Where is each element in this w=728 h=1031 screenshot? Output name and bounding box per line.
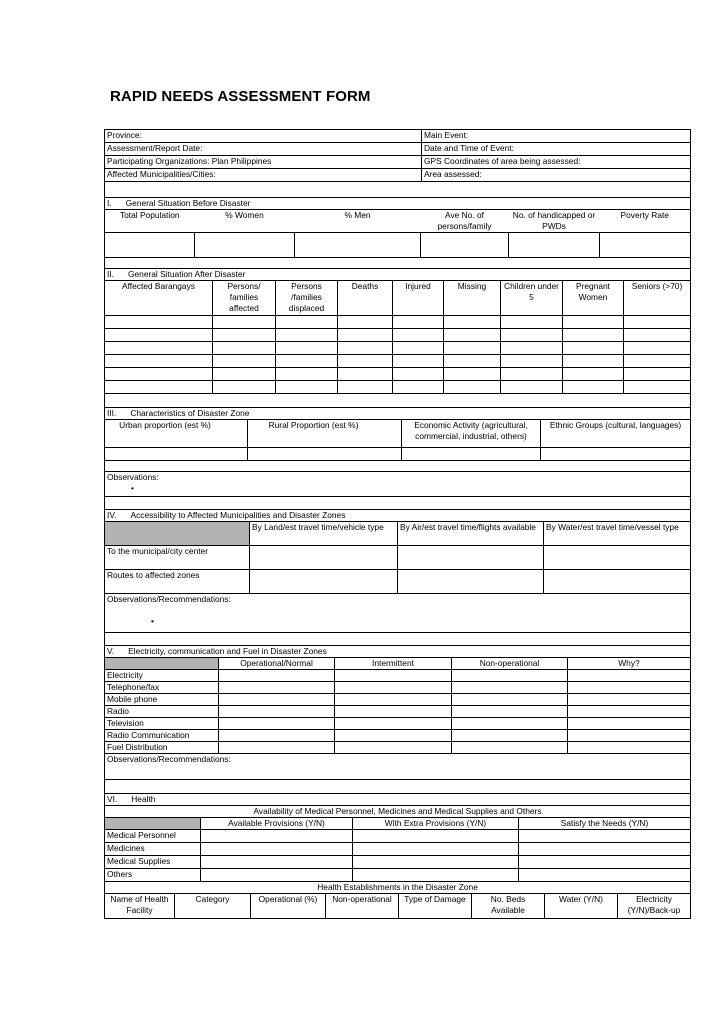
- cell[interactable]: [213, 329, 276, 342]
- col-extra-provisions: With Extra Provisions (Y/N): [353, 818, 519, 830]
- cell[interactable]: [248, 448, 402, 461]
- cell[interactable]: [201, 856, 353, 869]
- spacer-row: [105, 633, 691, 646]
- cell[interactable]: [544, 570, 691, 594]
- cell[interactable]: [276, 316, 338, 329]
- cell[interactable]: [563, 355, 624, 368]
- cell[interactable]: [444, 355, 501, 368]
- header-table: [104, 129, 691, 198]
- section-1-heading: I. General Situation Before Disaster: [105, 198, 691, 210]
- cell[interactable]: [624, 381, 691, 394]
- cell[interactable]: [338, 316, 393, 329]
- cell[interactable]: [452, 742, 568, 754]
- cell[interactable]: [276, 329, 338, 342]
- cell[interactable]: [568, 682, 691, 694]
- cell[interactable]: [393, 355, 444, 368]
- cell[interactable]: [452, 694, 568, 706]
- cell[interactable]: [624, 316, 691, 329]
- cell[interactable]: [568, 718, 691, 730]
- cell[interactable]: [353, 869, 519, 882]
- col-urban-proportion: Urban proportion (est %): [105, 420, 248, 448]
- row-radio-communication: Radio Communication: [105, 730, 219, 742]
- cell[interactable]: [501, 316, 563, 329]
- cell[interactable]: [219, 730, 335, 742]
- row-radio: Radio: [105, 706, 219, 718]
- cell[interactable]: [568, 742, 691, 754]
- col-pregnant: Pregnant Women: [563, 281, 624, 316]
- col-intermittent: Intermittent: [335, 658, 452, 670]
- section-1-table: [104, 197, 691, 269]
- col-non-operational: Non-operational: [452, 658, 568, 670]
- cell[interactable]: [501, 368, 563, 381]
- cell[interactable]: [213, 316, 276, 329]
- cell[interactable]: [338, 381, 393, 394]
- cell[interactable]: [444, 342, 501, 355]
- cell[interactable]: [213, 381, 276, 394]
- col-missing: Missing: [444, 281, 501, 316]
- cell[interactable]: [393, 329, 444, 342]
- cell[interactable]: [335, 706, 452, 718]
- cell[interactable]: [335, 742, 452, 754]
- cell[interactable]: [393, 316, 444, 329]
- cell[interactable]: [105, 381, 213, 394]
- cell[interactable]: [250, 546, 398, 570]
- cell[interactable]: [568, 730, 691, 742]
- cell[interactable]: [195, 233, 295, 258]
- section-2-table: [104, 268, 691, 408]
- main-event-field[interactable]: Main Event:: [422, 130, 691, 143]
- province-field[interactable]: Province:: [105, 130, 422, 143]
- col-ave-persons: Ave No. of persons/family: [421, 210, 509, 233]
- col-satisfy-needs: Satisfy the Needs (Y/N): [519, 818, 691, 830]
- col-children: Children under 5: [501, 281, 563, 316]
- col-beds-available: No. Beds Available: [472, 894, 545, 919]
- cell[interactable]: [452, 682, 568, 694]
- corner-shaded-cell: [105, 522, 250, 546]
- spacer-row: [105, 461, 691, 472]
- cell[interactable]: [201, 869, 353, 882]
- cell[interactable]: [353, 830, 519, 843]
- cell[interactable]: [335, 694, 452, 706]
- col-operational: Operational/Normal: [219, 658, 335, 670]
- bullet-icon: •: [151, 616, 154, 626]
- spacer-row: [105, 780, 691, 794]
- event-date-field[interactable]: Date and Time of Event:: [422, 143, 691, 156]
- assessment-form: [104, 129, 690, 919]
- cell[interactable]: [213, 355, 276, 368]
- section-2-heading: II. General Situation After Disaster: [105, 269, 691, 281]
- section-4-heading: IV. Accessibility to Affected Municipalities and Disaster Zones: [105, 510, 691, 522]
- cell[interactable]: [338, 329, 393, 342]
- cell[interactable]: [398, 570, 544, 594]
- row-fuel-distribution: Fuel Distribution: [105, 742, 219, 754]
- cell[interactable]: [219, 742, 335, 754]
- cell[interactable]: [421, 233, 509, 258]
- cell[interactable]: [276, 368, 338, 381]
- observations-box[interactable]: Observations: •: [105, 472, 691, 497]
- cell[interactable]: [276, 381, 338, 394]
- cell[interactable]: [444, 368, 501, 381]
- col-operational-pct: Operational (%): [251, 894, 326, 919]
- cell[interactable]: [219, 694, 335, 706]
- cell[interactable]: [563, 342, 624, 355]
- area-assessed-field[interactable]: Area assessed:: [422, 169, 691, 182]
- cell[interactable]: [624, 355, 691, 368]
- col-facility-name: Name of Health Facility: [105, 894, 175, 919]
- form-title: RAPID NEEDS ASSESSMENT FORM: [110, 88, 371, 105]
- cell[interactable]: [568, 706, 691, 718]
- cell[interactable]: [519, 843, 691, 856]
- cell[interactable]: [250, 570, 398, 594]
- cell[interactable]: [509, 233, 600, 258]
- cell[interactable]: [201, 843, 353, 856]
- cell[interactable]: [600, 233, 691, 258]
- cell[interactable]: [105, 448, 248, 461]
- cell[interactable]: [444, 316, 501, 329]
- col-total-population: Total Population: [105, 210, 195, 233]
- cell[interactable]: [213, 342, 276, 355]
- cell[interactable]: [353, 843, 519, 856]
- cell[interactable]: [563, 316, 624, 329]
- cell[interactable]: [338, 342, 393, 355]
- col-rural-proportion: Rural Proportion (est %): [248, 420, 402, 448]
- cell[interactable]: [624, 329, 691, 342]
- section-5-heading: V. Electricity, communication and Fuel in Disaster Zones: [105, 646, 691, 658]
- corner-shaded-cell: [105, 658, 219, 670]
- cell[interactable]: [393, 368, 444, 381]
- col-available-provisions: Available Provisions (Y/N): [201, 818, 353, 830]
- cell[interactable]: [568, 670, 691, 682]
- cell[interactable]: [335, 670, 452, 682]
- row-mobile-phone: Mobile phone: [105, 694, 219, 706]
- cell[interactable]: [544, 546, 691, 570]
- municipalities-field[interactable]: Affected Municipalities/Cities:: [105, 169, 422, 182]
- cell[interactable]: [624, 368, 691, 381]
- bullet-icon: •: [131, 483, 134, 493]
- row-telephone: Telephone/fax: [105, 682, 219, 694]
- col-injured: Injured: [393, 281, 444, 316]
- observations-box[interactable]: Observations/Recommendations:: [105, 754, 691, 780]
- cell[interactable]: [219, 706, 335, 718]
- row-municipal-center: To the municipal/city center: [105, 546, 250, 570]
- cell[interactable]: [393, 342, 444, 355]
- col-handicapped: No. of handicapped or PWDs: [509, 210, 600, 233]
- cell[interactable]: [105, 233, 195, 258]
- cell[interactable]: [568, 694, 691, 706]
- section-5-table: [104, 645, 691, 794]
- cell[interactable]: [335, 682, 452, 694]
- col-category: Category: [175, 894, 251, 919]
- section-6-table: [104, 793, 691, 882]
- col-women: % Women: [195, 210, 295, 233]
- col-deaths: Deaths: [338, 281, 393, 316]
- observations-box[interactable]: Observations/Recommendations: •: [105, 594, 691, 633]
- cell[interactable]: [624, 342, 691, 355]
- col-persons-affected: Persons/ families affected: [213, 281, 276, 316]
- row-medicines: Medicines: [105, 843, 201, 856]
- col-economic-activity: Economic Activity (agricultural, commercial, industrial, others): [402, 420, 541, 448]
- col-poverty-rate: Poverty Rate: [600, 210, 691, 233]
- establishments-title: Health Establishments in the Disaster Zone: [105, 882, 691, 894]
- cell[interactable]: [338, 355, 393, 368]
- col-by-land: By Land/est travel time/vehicle type: [250, 522, 398, 546]
- cell[interactable]: [501, 342, 563, 355]
- cell[interactable]: [501, 381, 563, 394]
- col-by-air: By Air/est travel time/flights available: [398, 522, 544, 546]
- col-electricity: Electricity (Y/N)/Back-up: [618, 894, 691, 919]
- corner-shaded-cell: [105, 818, 201, 830]
- spacer-row: [105, 258, 691, 269]
- row-television: Television: [105, 718, 219, 730]
- spacer-row: [105, 182, 691, 198]
- cell[interactable]: [335, 730, 452, 742]
- col-water: Water (Y/N): [545, 894, 618, 919]
- col-affected-barangays: Affected Barangays: [105, 281, 213, 316]
- cell[interactable]: [393, 381, 444, 394]
- cell[interactable]: [335, 718, 452, 730]
- col-why: Why?: [568, 658, 691, 670]
- cell[interactable]: [452, 718, 568, 730]
- cell[interactable]: [219, 718, 335, 730]
- cell[interactable]: [452, 730, 568, 742]
- col-non-operational: Non-operational: [326, 894, 399, 919]
- section-6-heading: VI. Health: [105, 794, 691, 806]
- cell[interactable]: [519, 869, 691, 882]
- col-seniors: Seniors (>70): [624, 281, 691, 316]
- cell[interactable]: [276, 342, 338, 355]
- cell[interactable]: [105, 316, 213, 329]
- cell[interactable]: [452, 670, 568, 682]
- cell[interactable]: [501, 355, 563, 368]
- section-3-table: [104, 407, 691, 510]
- row-routes: Routes to affected zones: [105, 570, 250, 594]
- cell[interactable]: [402, 448, 541, 461]
- cell[interactable]: [563, 368, 624, 381]
- cell[interactable]: [398, 546, 544, 570]
- col-type-of-damage: Type of Damage: [399, 894, 472, 919]
- cell[interactable]: [105, 368, 213, 381]
- row-electricity: Electricity: [105, 670, 219, 682]
- cell[interactable]: [444, 381, 501, 394]
- health-establishments-table: [104, 881, 691, 919]
- cell[interactable]: [276, 355, 338, 368]
- cell[interactable]: [501, 329, 563, 342]
- col-persons-displaced: Persons /families displaced: [276, 281, 338, 316]
- cell[interactable]: [452, 706, 568, 718]
- cell[interactable]: [519, 856, 691, 869]
- section-3-heading: III. Characteristics of Disaster Zone: [105, 408, 691, 420]
- row-medical-supplies: Medical Supplies: [105, 856, 201, 869]
- cell[interactable]: [563, 381, 624, 394]
- cell[interactable]: [541, 448, 691, 461]
- cell[interactable]: [563, 329, 624, 342]
- spacer-row: [105, 497, 691, 510]
- cell[interactable]: [213, 368, 276, 381]
- cell[interactable]: [105, 355, 213, 368]
- col-men: % Men: [295, 210, 421, 233]
- cell[interactable]: [201, 830, 353, 843]
- organizations-field[interactable]: Participating Organizations: Plan Philippines: [105, 156, 422, 169]
- cell[interactable]: [219, 670, 335, 682]
- cell[interactable]: [444, 329, 501, 342]
- report-date-field[interactable]: Assessment/Report Date:: [105, 143, 422, 156]
- col-ethnic-groups: Ethnic Groups (cultural, languages): [541, 420, 691, 448]
- section-4-table: [104, 509, 691, 646]
- cell[interactable]: [338, 368, 393, 381]
- row-medical-personnel: Medical Personnel: [105, 830, 201, 843]
- availability-title: Availability of Medical Personnel, Medicines and Medical Supplies and Others: [105, 806, 691, 818]
- cell[interactable]: [219, 682, 335, 694]
- spacer-row: [105, 394, 691, 408]
- cell[interactable]: [105, 329, 213, 342]
- cell[interactable]: [519, 830, 691, 843]
- cell[interactable]: [353, 856, 519, 869]
- row-others: Others: [105, 869, 201, 882]
- col-by-water: By Water/est travel time/vessel type: [544, 522, 691, 546]
- cell[interactable]: [295, 233, 421, 258]
- cell[interactable]: [105, 342, 213, 355]
- gps-field[interactable]: GPS Coordinates of area being assessed:: [422, 156, 691, 169]
